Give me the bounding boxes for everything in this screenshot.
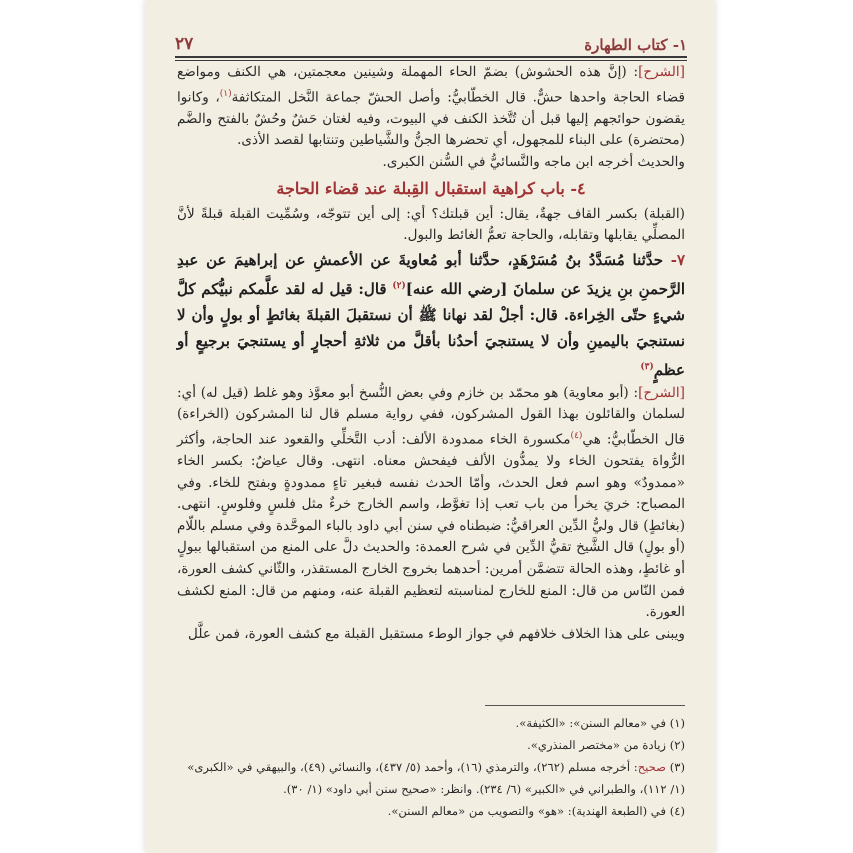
header-rule <box>175 56 687 58</box>
page-number: ٢٧ <box>175 34 194 54</box>
footnote-2: (٢) زيادة من «مختصر المنذري». <box>527 738 685 752</box>
hadith-text <box>177 247 685 383</box>
footnote-3-number: (٣) <box>669 760 685 774</box>
page-header <box>175 24 687 54</box>
footnote-ref-4: (٤) <box>570 430 583 441</box>
footnote-3-text: : أخرجه مسلم (٢٦٢)، والترمذي (١٦)، وأحمد (٥/ ٤٣٧)، والنسائي (٤٩)، والبيهقي في «الكبرى» (١/ ١١٢)، والطبراني في «الكبير» (٦/ ٢٣٤). وانظر: «صحيح سنن أبي داود» (١/ ٣٠). <box>187 760 685 796</box>
footnote-4: (٤) في (الطبعة الهندية): «هو» والتصويب من «معالم السنن». <box>387 804 685 818</box>
commentary-text-2: : (أبو معاوية) هو محمّد بن خازم وفي بعض النُّسخ أبو معوَّذ وهو غلط (قيل له) أي: لسلمان والقائلون بهذا القول المشركون، ففي رواية مسلم قال لنا المشركون (الخراءة) قال الخطّابيُّ: هي <box>177 384 685 448</box>
footnote-ref-1: (١) <box>219 88 232 99</box>
book-page <box>145 0 715 853</box>
footnote-3 <box>177 756 685 800</box>
hadith-matn: قال: قيل له لقد علَّمكم نبيُّكم كلَّ شيءٍ حتّى الخِراءة. قال: أجلْ لقد نهانا ﷺ أن نستقبلَ القبلةَ بغائطٍ أو بولٍ وأن لا نستنجيَ باليمينِ وأن لا يستنجيَ أحدُنا بأقلَّ من ثلاثةِ أحجارٍ أو يستنجيَ برجيعٍ أو عظمٍ <box>177 279 685 379</box>
commentary-text: : (إنَّ هذه الحشوش) بضمّ الحاء المهملة وشينين معجمتين، هي الكنف ومواضع قضاء الحاجة واحدها حشٌّ. قال الخطّابيُّ: وأصل الحشّ جماعة النَّخل المتكاثفة <box>177 64 685 106</box>
footnote-1: (١) في «معالم السنن»: «الكثيفة». <box>515 716 685 730</box>
hadith-isnad: حدَّثنا مُسَدَّدُ بنُ مُسَرْهَدٍ، حدَّثنا أبو مُعاويةَ عن الأعمشِ عن إبراهيمَ عن عبدِ الرَّحمنِ بنِ يزيدَ عن سلمانَ [رضي الله عنه] <box>177 250 685 298</box>
footnote-ref-2: (٢) <box>392 280 406 291</box>
commentary-text-cont: ، وكانوا يقضون حوائجهم إليها قبل أن تُتَّخذ الكنف في البيوت، وفيه لغتان حَشٌ وحُشٌ بالفتح والضَّم (محتضرة) على البناء للمجهول، أي تحضرها الجنُّ والشَّياطين وتنتابها لقصد الأذى. <box>177 89 685 149</box>
chapter-heading: ٤- باب كراهية استقبال القِبلة عند قضاء الحاجة <box>276 178 586 198</box>
footnotes <box>177 712 685 822</box>
header-rule-thin <box>175 60 687 61</box>
paragraph-qibla: (القبلة) بكسر القاف جهةٌ، يقال: أين قبلتك؟ أي: إلى أين تتوجّه، وسُمِّيت القبلة قبلةً لأنَّ المصلِّي يقابلها وتقابله، والحاجة تعمُّ الغائط والبول. <box>177 205 685 244</box>
footnote-3-grade: صحيح <box>637 760 667 774</box>
commentary-text-2-cont: مكسورة الخاء ممدودة الألف: أدب التَّخلِّي والقعود عند الحاجة، وأكثر الرُّواة يفتحون الخاء ولا يمدُّون الألف فيفحش معناه. انتهى. وقال عياضٌ: بكسر الخاء «ممدودٌ» وهو اسم فعل الحدث، وأمّا الحدث نفسه فبغير تاءٍ ممدودةٍ وبفتح للخاء. وفي المصباح: خريَ يخرأ من باب تعب إذا تغوَّط، واسم الخارج خرءٌ مثل فلسٍ وفلوسٍ. انتهى. (بغائطٍ) قال وليُّ الدِّين العراقيُّ: ضبطناه في سنن أبي داود بالباء الموحَّدة وفي مسلم باللّام (أو بولٍ) قال الشَّيخ تقيُّ الدِّين في شرح العمدة: والحديث دلَّ على المنع من استقبالها ببولٍ أو غائطٍ، وهذه الحالة تتضمَّن أمرين: أحدهما بخروج الخارج المستقذر، والثّاني كشف العورة، فمن النّاس من قال: المنع للخارج لمناسبته لتعظيم القبلة عنه، ومنهم من قال: المنع لكشف العورة. <box>177 431 685 621</box>
paragraph-final: ويبنى على هذا الخلاف خلافهم في جواز الوطء مستقبل القبلة مع كشف العورة، فمن علَّل <box>188 625 685 642</box>
main-text <box>177 62 685 645</box>
running-head: ١- كتاب الطهارة <box>584 36 687 54</box>
commentary-label: [الشرح] <box>638 64 685 80</box>
hadith-number: ٧- <box>670 250 685 269</box>
commentary-label-2: [الشرح] <box>638 384 685 401</box>
commentary-paragraph-1 <box>177 62 685 152</box>
footnote-rule <box>485 705 685 706</box>
paragraph-takhrij: والحديث أخرجه ابن ماجه والنَّسائيُّ في السُّنن الكبرى. <box>382 153 685 170</box>
footnote-ref-3: (٣) <box>640 361 654 372</box>
commentary-paragraph-2 <box>177 383 685 624</box>
